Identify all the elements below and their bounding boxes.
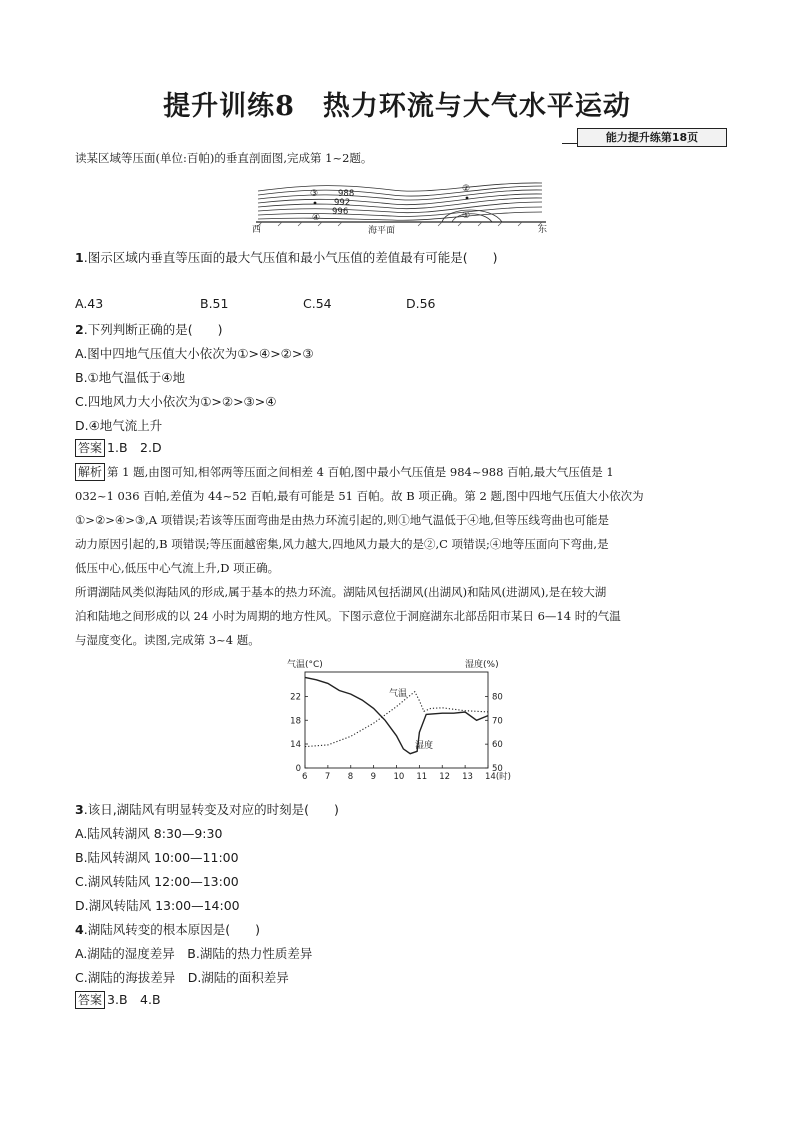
x-tick-label: 9 (370, 772, 377, 782)
q4-number: 4 (75, 922, 84, 937)
x-tick-label: 10 (393, 772, 405, 782)
q1-option-d: D.56 (406, 296, 436, 311)
badge-rule (562, 143, 578, 144)
q3-option-d: D.湖风转陆风 13:00—14:00 (75, 898, 240, 913)
q2-option-c: C.四地风力大小依次为①>②>③>④ (75, 394, 277, 409)
point-2-label: ② (462, 184, 471, 194)
q2-dot: . (83, 322, 88, 337)
q1-number: 1 (75, 250, 84, 265)
q3-option-b: B.陆风转湖风 10:00—11:00 (75, 850, 239, 865)
answer-text-2: 3.B 4.B (107, 992, 161, 1007)
q3-option-c: C.湖风转陆风 12:00—13:00 (75, 874, 239, 889)
analysis-line-5: 低压中心,低压中心气流上升,D 项正确。 (75, 561, 280, 575)
x-tick-label: 6 (302, 772, 308, 782)
q4-stem: 湖陆风转变的根本原因是( ) (87, 922, 260, 937)
point-3-dot (314, 202, 317, 205)
analysis-line-4: 动力原因引起的,B 项错误;等压面越密集,风力越大,四地风力最大的是②,C 项错误;④地等压面向下弯曲,是 (75, 537, 609, 551)
analysis-line-3: ①>②>④>③,A 项错误;若该等压面弯曲是由热力环流引起的,则①地气温低于④地,但等压线弯曲也可能是 (75, 513, 609, 527)
question-3 (75, 800, 339, 818)
intro-q1-2: 读某区域等压面(单位:百帕)的垂直剖面图,完成第 1~2题。 (75, 151, 373, 165)
y-left-tick-label: 14 (290, 740, 301, 750)
question-2 (75, 320, 222, 338)
question-1 (75, 248, 497, 266)
point-3-label: ③ (310, 189, 319, 199)
q1-stem: 图示区域内垂直等压面的最大气压值和最小气压值的差值最有可能是( ) (87, 250, 498, 265)
y-right-tick-label: 60 (492, 740, 503, 751)
intro2-line-2: 泊和陆地之间形成的以 24 小时为周期的地方性风。下图示意位于洞庭湖东北部岳阳市某日 6—14 时的气温 (75, 609, 621, 623)
x-tick-label: 14(时) (485, 772, 511, 782)
y-left-title: 气温(°C) (287, 660, 323, 670)
q2-stem: 下列判断正确的是( ) (87, 322, 223, 337)
humidity-series-label: 湿度 (415, 741, 434, 751)
point-4-label: ④ (312, 213, 321, 223)
temp-humidity-chart (285, 656, 520, 788)
q3-stem: 该日,湖陆风有明显转变及对应的时刻是( ) (87, 802, 339, 817)
isobar-label-992: 992 (334, 198, 351, 208)
analysis-tag: 解析 (75, 463, 105, 481)
west-label: 西 (252, 225, 262, 235)
q2-number: 2 (75, 322, 84, 337)
q4-options-row-2: C.湖陆的海拔差异 D.湖陆的面积差异 (75, 970, 289, 985)
q4-dot: . (83, 922, 88, 937)
answer-block-1 (75, 438, 162, 457)
answer-tag: 答案 (75, 439, 105, 457)
x-tick-label: 8 (347, 772, 354, 782)
q2-option-a: A.图中四地气压值大小依次为①>④>②>③ (75, 346, 314, 361)
intro2-line-3: 与湿度变化。读图,完成第 3~4 题。 (75, 633, 260, 647)
q3-option-a: A.陆风转湖风 8:30—9:30 (75, 826, 223, 841)
y-left-tick-label: 22 (290, 692, 301, 703)
answer-text-1: 1.B 2.D (107, 440, 162, 455)
q1-option-c: C.54 (303, 296, 332, 311)
east-label: 东 (538, 225, 548, 235)
q2-option-b: B.①地气温低于④地 (75, 370, 185, 385)
y-right-tick-label: 70 (492, 716, 503, 727)
x-tick-label: 12 (439, 772, 451, 782)
analysis-line-2: 032~1 036 百帕,差值为 44~52 百帕,最有可能是 51 百帕。故 B 项正确。第 2 题,图中四地气压值大小依次为 (75, 489, 644, 503)
q1-option-a: A.43 (75, 296, 104, 311)
y-right-title: 湿度(%) (465, 660, 499, 670)
ground-hatch (258, 222, 542, 226)
q3-dot: . (83, 802, 88, 817)
analysis-line-1 (75, 460, 725, 484)
page-title: 提升训练8 热力环流与大气水平运动 (163, 91, 631, 122)
question-4 (75, 920, 260, 938)
q1-option-b: B.51 (200, 296, 229, 311)
answer-block-2 (75, 990, 161, 1009)
y-left-tick-label: 0 (295, 764, 301, 774)
y-right-tick-label: 80 (492, 692, 503, 703)
q1-dot: . (83, 250, 88, 265)
intro2-line-1: 所谓湖陆风类似海陆风的形成,属于基本的热力环流。湖陆风包括湖风(出湖风)和陆风(进湖风),是在较大湖 (75, 585, 607, 599)
section-badge: 能力提升练第18页 (577, 128, 727, 147)
temperature-line (305, 692, 488, 747)
x-tick-label: 11 (416, 772, 428, 782)
isobar-label-996: 996 (332, 207, 349, 217)
point-2-dot (466, 197, 469, 200)
analysis-block (75, 460, 725, 580)
analysis-text-1: 第 1 题,由图可知,相邻两等压面之间相差 4 百帕,图中最小气压值是 984~988 百帕,最大气压值是 1 (107, 465, 614, 479)
answer-tag-2: 答案 (75, 991, 105, 1009)
sea-level-label: 海平面 (368, 226, 396, 236)
isobar-curves (258, 183, 542, 220)
q2-option-d: D.④地气流上升 (75, 418, 163, 433)
x-tick-label: 7 (324, 772, 331, 782)
temperature-series-label: 气温 (389, 689, 408, 699)
intro-q3-4 (75, 580, 725, 652)
q3-number: 3 (75, 802, 84, 817)
x-tick-label: 13 (462, 772, 473, 782)
y-left-tick-label: 18 (290, 716, 301, 727)
isobar-figure (252, 178, 552, 236)
y-right-tick-label: 50 (492, 764, 503, 774)
point-1-label: ① (462, 211, 471, 221)
isobar-label-988: 988 (338, 189, 355, 199)
q4-options-row-1: A.湖陆的湿度差异 B.湖陆的热力性质差异 (75, 946, 313, 961)
